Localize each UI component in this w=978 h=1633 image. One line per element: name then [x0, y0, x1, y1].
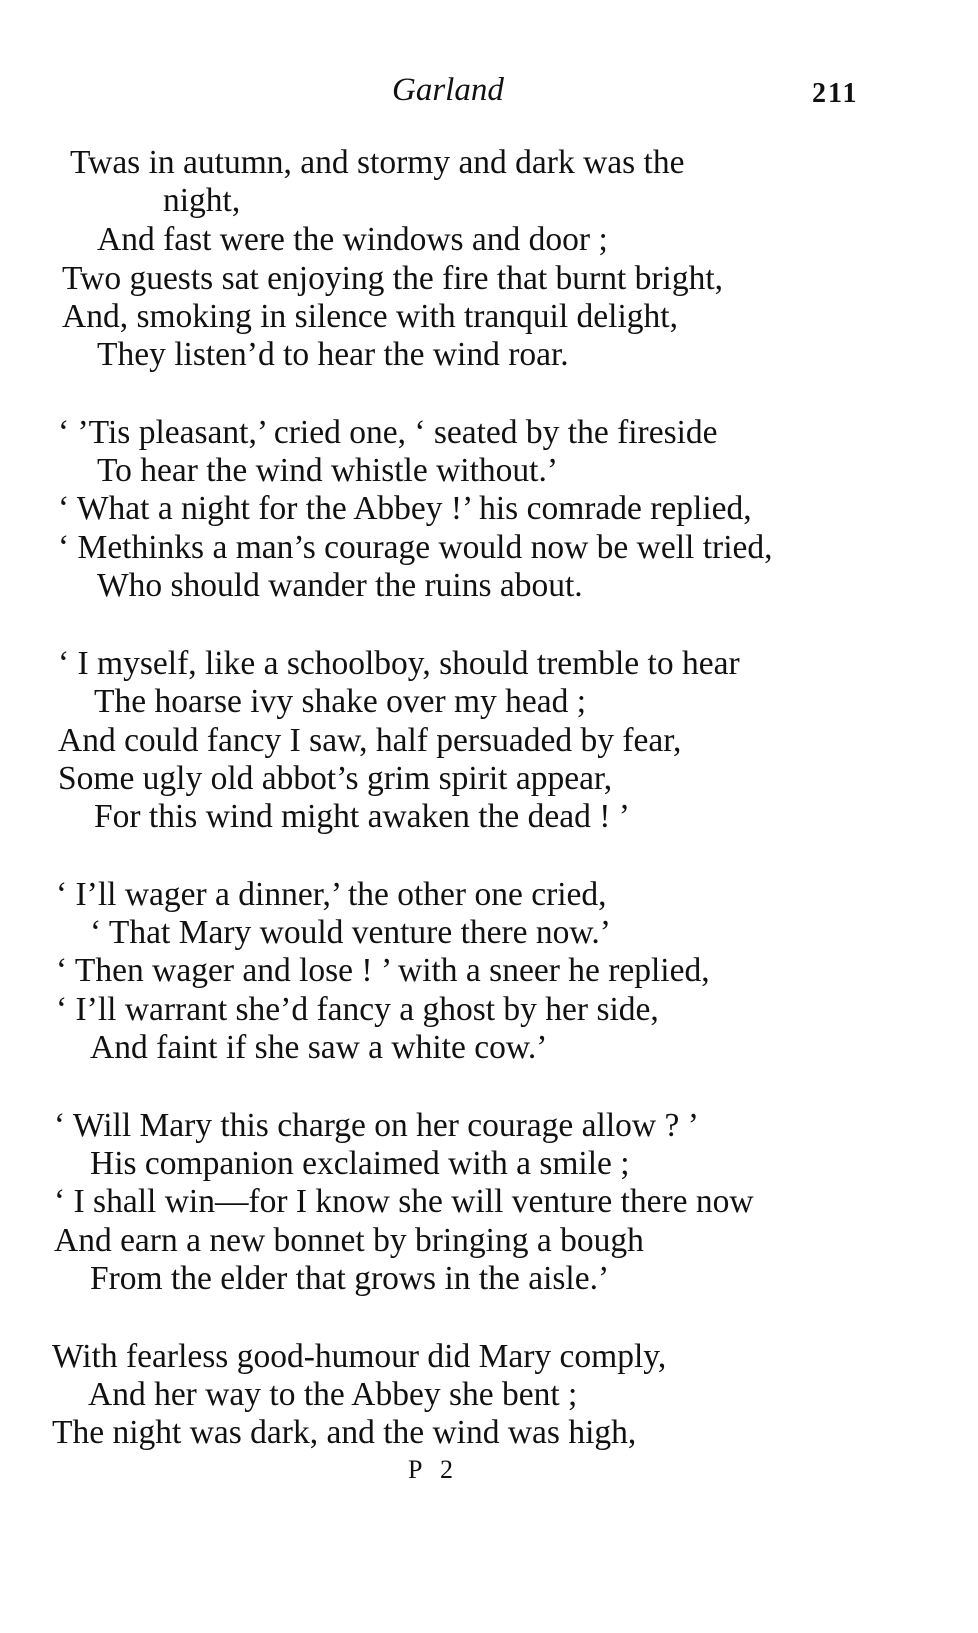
- poem-line: ‘ I shall win—for I know she will venture there now: [54, 1183, 754, 1220]
- poem-line: And fast were the windows and door ;: [97, 221, 608, 258]
- poem-line: And faint if she saw a white cow.’: [90, 1029, 548, 1066]
- poem-line: Who should wander the ruins about.: [97, 567, 583, 604]
- poem-line: And could fancy I saw, half persuaded by fear,: [58, 722, 682, 759]
- poem-line: night,: [163, 182, 241, 219]
- poem-line: ‘ Will Mary this charge on her courage allow ? ’: [54, 1107, 699, 1144]
- poem-line: The hoarse ivy shake over my head ;: [94, 683, 587, 720]
- poem-line: The night was dark, and the wind was high,: [52, 1414, 637, 1451]
- poem-line: ‘ What a night for the Abbey !’ his comrade replied,: [58, 490, 752, 527]
- poem-line: And earn a new bonnet by bringing a bough: [54, 1222, 644, 1259]
- poem-line: They listen’d to hear the wind roar.: [97, 336, 569, 373]
- poem-line: And, smoking in silence with tranquil delight,: [62, 298, 678, 335]
- poem-line: ‘ Methinks a man’s courage would now be well tried,: [58, 529, 773, 566]
- poem-line: From the elder that grows in the aisle.’: [90, 1260, 610, 1297]
- poem-line: ‘ I’ll wager a dinner,’ the other one cried,: [56, 876, 607, 913]
- poem-line: Some ugly old abbot’s grim spirit appear,: [58, 760, 613, 797]
- poem-line: ‘ That Mary would venture there now.’: [90, 914, 611, 951]
- poem-line: ‘ I’ll warrant she’d fancy a ghost by her side,: [56, 991, 659, 1028]
- poem-line: ‘ I myself, like a schoolboy, should tremble to hear: [58, 645, 740, 682]
- poem-line: With fearless good-humour did Mary comply,: [52, 1338, 667, 1375]
- poem-line: Twas in autumn, and stormy and dark was the: [70, 144, 685, 181]
- running-title: Garland: [392, 72, 504, 108]
- poem-line: To hear the wind whistle without.’: [97, 452, 558, 489]
- poem-line: ‘ Then wager and lose ! ’ with a sneer he replied,: [56, 952, 710, 989]
- poem-line: Two guests sat enjoying the fire that burnt bright,: [62, 260, 724, 297]
- poem-line: For this wind might awaken the dead ! ’: [94, 798, 630, 835]
- page-number: 211: [812, 78, 859, 109]
- signature-mark: P 2: [408, 1455, 459, 1484]
- poem-line: And her way to the Abbey she bent ;: [88, 1376, 578, 1413]
- poem-line: His companion exclaimed with a smile ;: [90, 1145, 630, 1182]
- poem-line: ‘ ’Tis pleasant,’ cried one, ‘ seated by the fireside: [58, 414, 718, 451]
